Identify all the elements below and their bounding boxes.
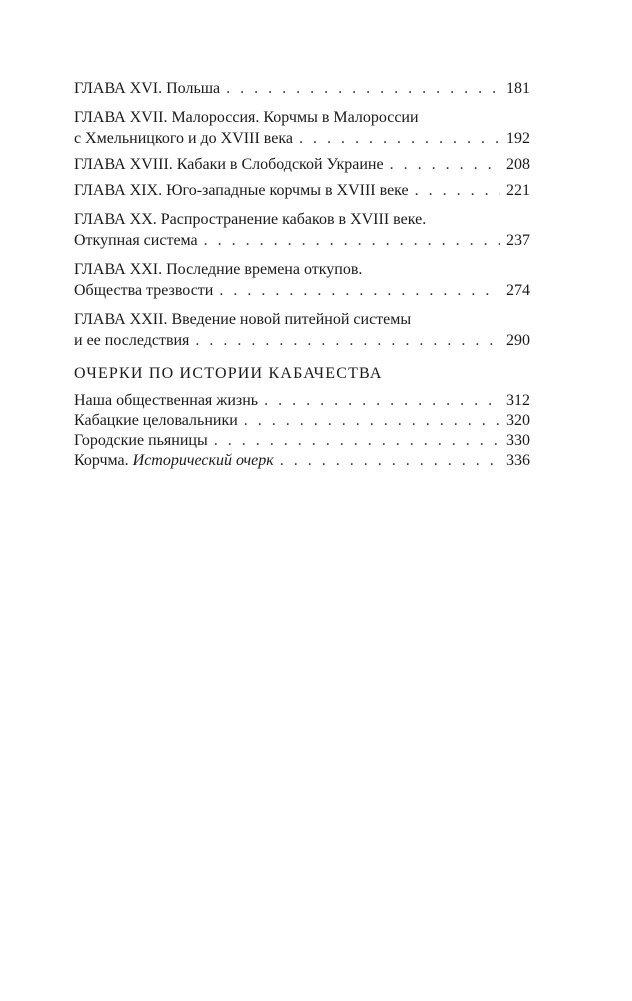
dot-leader <box>214 432 500 450</box>
toc-page-number: 274 <box>506 282 530 299</box>
toc-page-number: 192 <box>506 130 530 147</box>
toc-entry-title-line: ГЛАВА XX. Распространение кабаков в XVIII веке. <box>74 211 427 228</box>
dot-leader <box>299 130 500 148</box>
toc-entry-title: ГЛАВА XVI. Польша <box>74 80 221 97</box>
toc-page-number: 237 <box>506 232 530 249</box>
toc-entry-title: Общества трезвости <box>74 282 214 299</box>
dot-leader <box>204 232 500 250</box>
toc-entry-title-line: ГЛАВА XXII. Введение новой питейной системы <box>74 311 412 328</box>
toc-entry-chapter-22[interactable] <box>74 308 530 350</box>
toc-page-number: 208 <box>506 156 530 173</box>
dot-leader <box>226 80 500 98</box>
toc-entry-chapter-17[interactable] <box>74 106 530 148</box>
essays-section-heading: ОЧЕРКИ ПО ИСТОРИИ КАБАЧЕСТВА <box>74 365 383 382</box>
toc-page-number: 221 <box>506 182 530 199</box>
toc-entry-title: ГЛАВА XIX. Юго-западные корчмы в XVIII веке <box>74 182 409 199</box>
toc-entry-title: с Хмельницкого и до XVIII века <box>74 130 293 147</box>
toc-entry-chapter-21[interactable] <box>74 258 530 300</box>
toc-entry-title-wrap <box>74 452 274 470</box>
dot-leader <box>264 392 500 410</box>
toc-entry-essay-4[interactable] <box>74 452 530 470</box>
dot-leader <box>195 332 500 350</box>
dot-leader <box>415 182 500 200</box>
toc-entry-title: Корчма. <box>74 452 133 469</box>
toc-entry-title: Наша общественная жизнь <box>74 392 259 409</box>
toc-entry-chapter-20[interactable] <box>74 208 530 250</box>
dot-leader <box>390 156 500 174</box>
toc-page-number: 320 <box>506 412 530 429</box>
toc-page-number: 330 <box>506 432 530 449</box>
toc-entry-chapter-19[interactable] <box>74 182 530 200</box>
dot-leader <box>244 412 500 430</box>
toc-entry-title-line: ГЛАВА XVII. Малороссия. Корчмы в Малороссии <box>74 109 419 126</box>
toc-page-number: 181 <box>506 80 530 97</box>
toc-entry-essay-1[interactable] <box>74 392 530 410</box>
toc-page-number: 290 <box>506 332 530 349</box>
toc-entry-title: Городские пьяницы <box>74 432 208 449</box>
toc-page-number: 312 <box>506 392 530 409</box>
toc-entry-title: ГЛАВА XVIII. Кабаки в Слободской Украине <box>74 156 384 173</box>
toc-entry-title: Кабацкие целовальники <box>74 412 238 429</box>
table-of-contents <box>74 80 530 472</box>
toc-entry-essay-3[interactable] <box>74 432 530 450</box>
dot-leader <box>219 282 500 300</box>
toc-entry-title: Откупная система <box>74 232 198 249</box>
toc-entry-chapter-16[interactable] <box>74 80 530 98</box>
essays-list <box>74 392 530 470</box>
dot-leader <box>280 452 500 470</box>
toc-entry-subtitle: Исторический очерк <box>132 452 274 469</box>
toc-entry-chapter-18[interactable] <box>74 156 530 174</box>
toc-entry-title: и ее последствия <box>74 332 190 349</box>
toc-page-number: 336 <box>506 452 530 469</box>
toc-entry-essay-2[interactable] <box>74 412 530 430</box>
toc-entry-title-line: ГЛАВА XXI. Последние времена откупов. <box>74 261 363 278</box>
